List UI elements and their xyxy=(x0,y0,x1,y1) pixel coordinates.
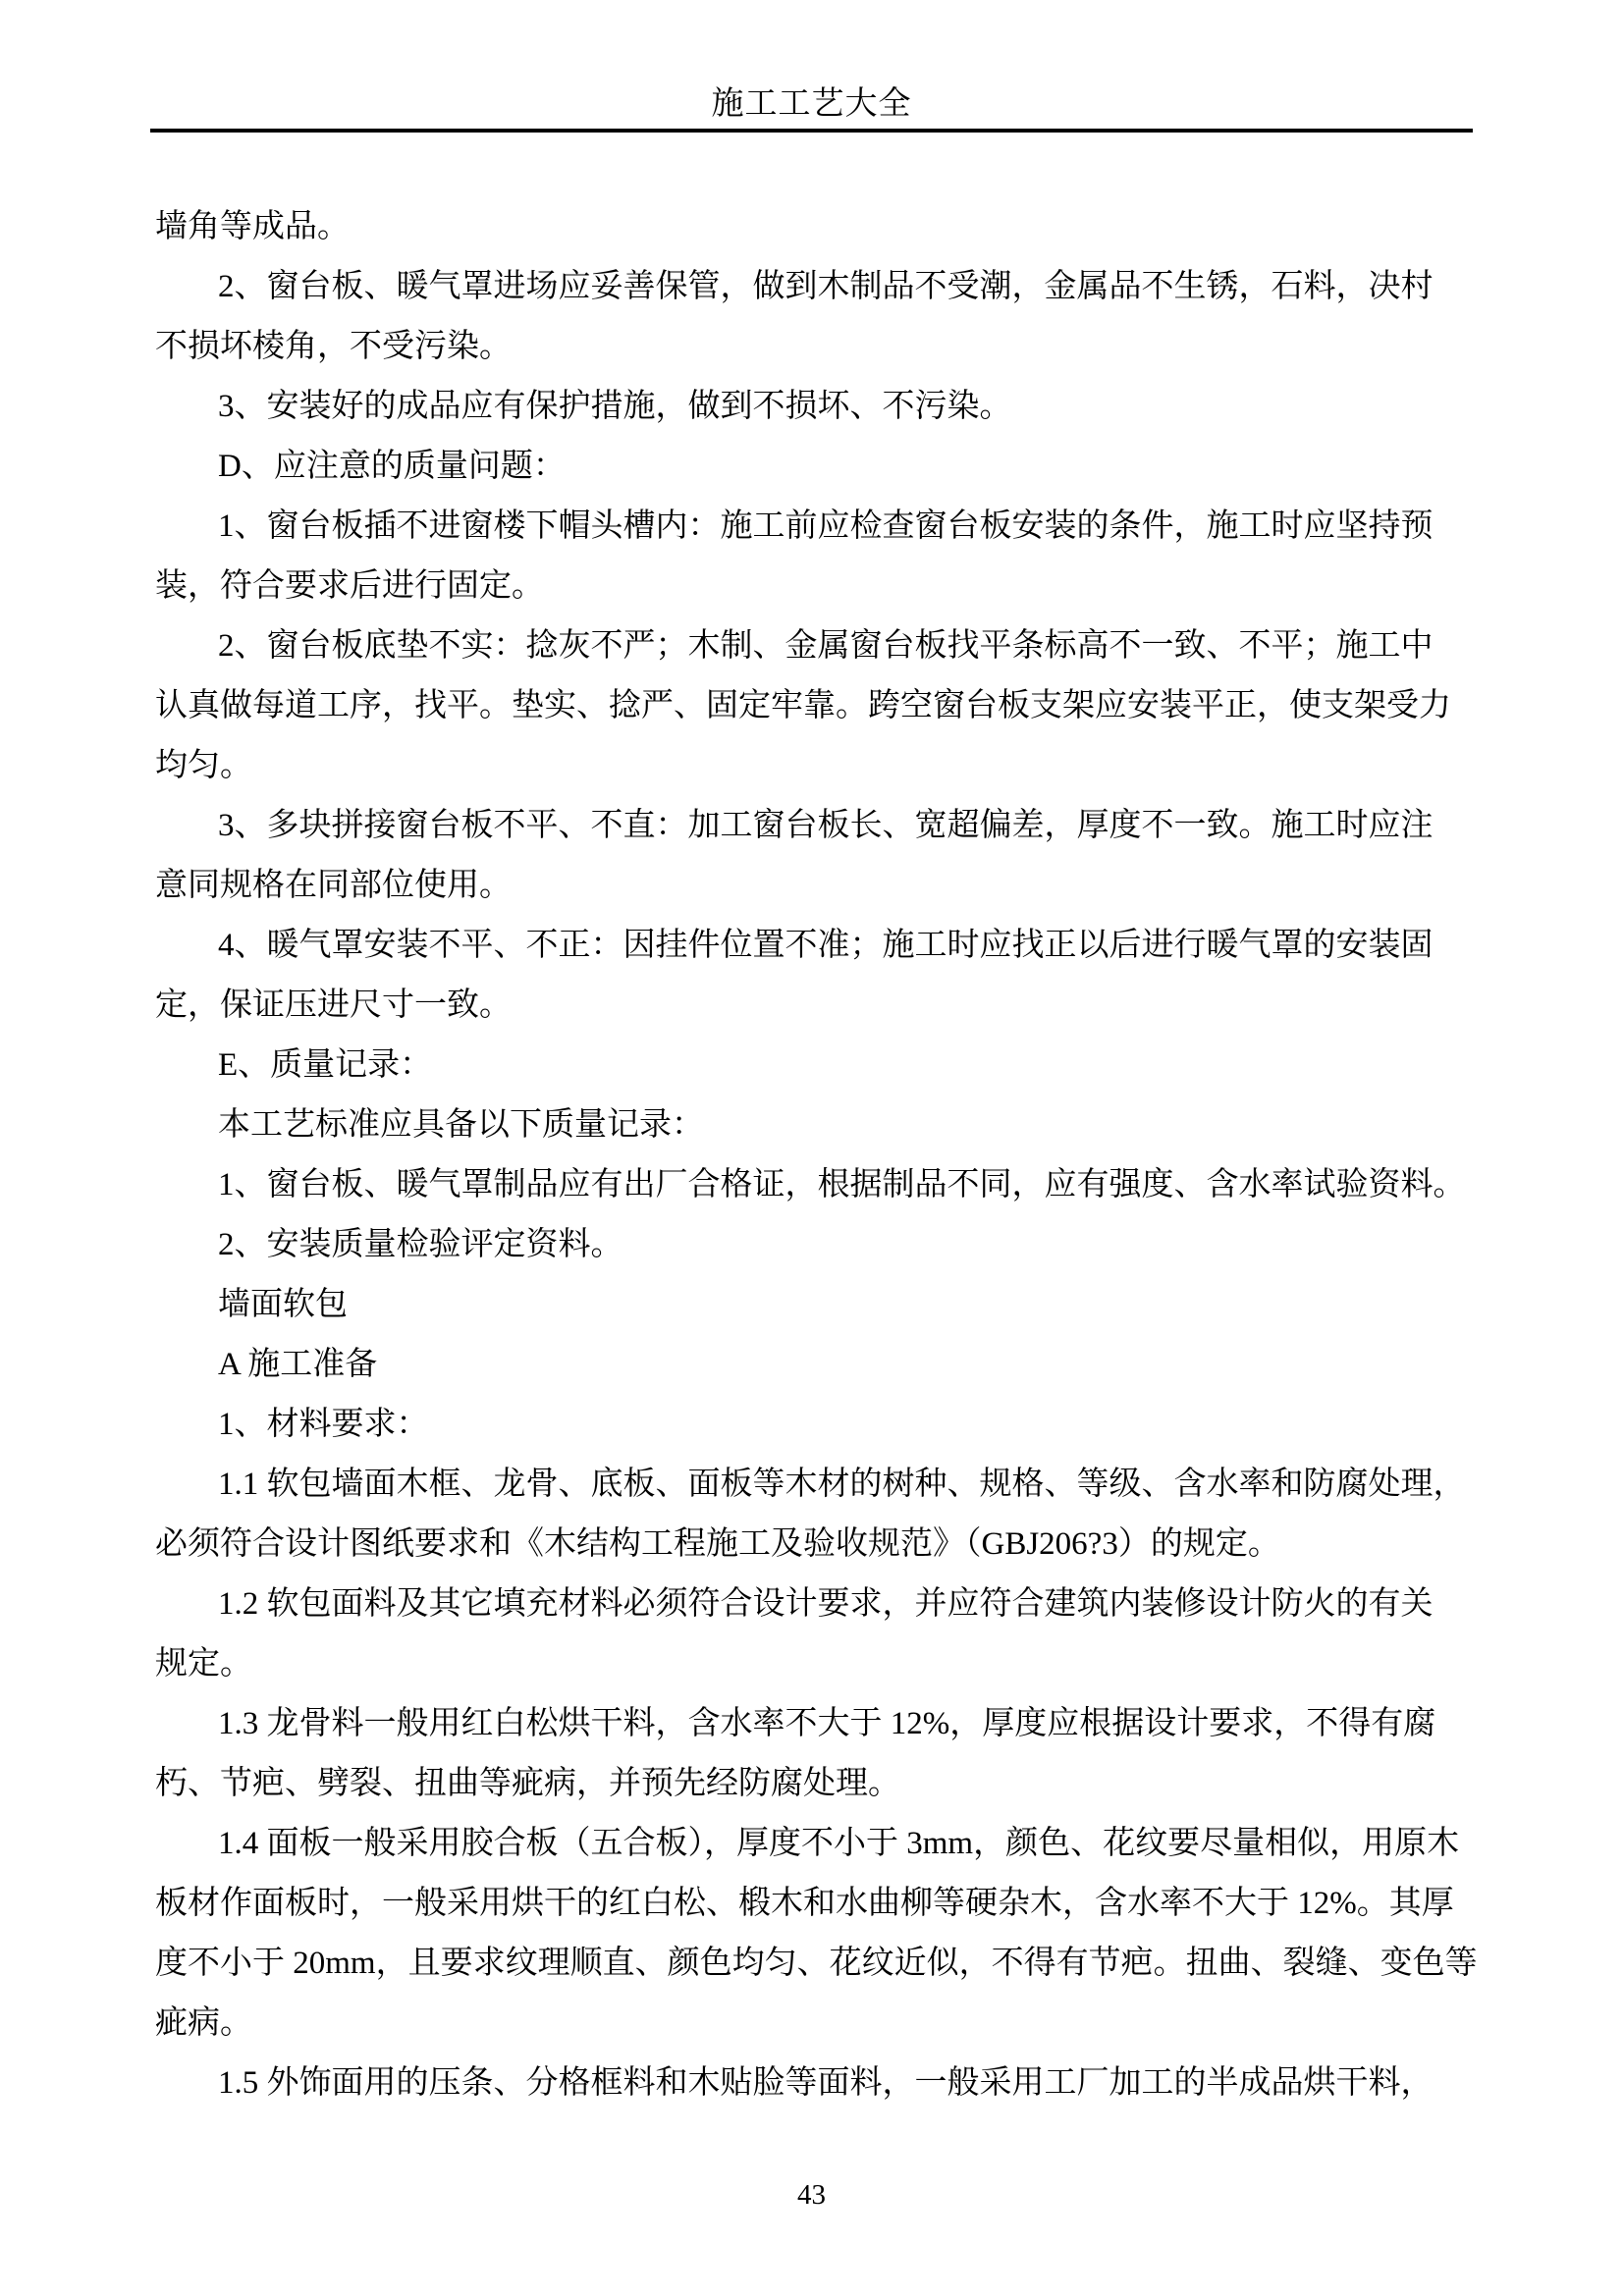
text-line: 1.4 面板一般采用胶合板（五合板），厚度不小于 3mm，颜色、花纹要尽量相似，用原木 xyxy=(218,1826,1460,1861)
text-line: 2、窗台板、暖气罩进场应妥善保管，做到木制品不受潮，金属品不生锈，石料，决村 xyxy=(218,269,1434,304)
text-line: 2、安装质量检验评定资料。 xyxy=(218,1227,623,1262)
text-line: 均匀。 xyxy=(155,748,252,783)
text-line: 不损坏棱角，不受污染。 xyxy=(155,329,512,364)
page-number: 43 xyxy=(797,2179,826,2211)
text-line: A 施工准备 xyxy=(218,1347,378,1382)
text-line: 墙面软包 xyxy=(218,1287,348,1322)
header-rule-divider xyxy=(150,129,1473,133)
page-header-title: 施工工艺大全 xyxy=(711,86,912,122)
text-line: 规定。 xyxy=(155,1646,252,1682)
text-line: 意同规格在同部位使用。 xyxy=(155,868,512,903)
text-line: D、应注意的质量问题： xyxy=(218,449,566,484)
text-line: 1.5 外饰面用的压条、分格框料和木贴脸等面料，一般采用工厂加工的半成品烘干料， xyxy=(218,2065,1434,2101)
text-line: 本工艺标准应具备以下质量记录： xyxy=(218,1107,704,1143)
text-line: 定，保证压进尺寸一致。 xyxy=(155,988,512,1023)
text-line: E、质量记录： xyxy=(218,1047,433,1083)
document-body xyxy=(155,197,1478,2113)
text-line: 墙角等成品。 xyxy=(155,209,350,244)
text-line: 朽、节疤、劈裂、扭曲等疵病，并预先经防腐处理。 xyxy=(155,1766,900,1801)
text-line: 装，符合要求后进行固定。 xyxy=(155,568,544,604)
text-line: 认真做每道工序，找平。垫实、捻严、固定牢靠。跨空窗台板支架应安装平正，使支架受力 xyxy=(155,688,1451,723)
text-line: 1.3 龙骨料一般用红白松烘干料，含水率不大于 12%，厚度应根据设计要求，不得有腐 xyxy=(218,1706,1436,1741)
text-line: 1.2 软包面料及其它填充材料必须符合设计要求，并应符合建筑内装修设计防火的有关 xyxy=(218,1586,1434,1622)
text-line: 3、多块拼接窗台板不平、不直：加工窗台板长、宽超偏差，厚度不一致。施工时应注 xyxy=(218,808,1434,843)
text-line: 1、窗台板插不进窗楼下帽头槽内：施工前应检查窗台板安装的条件，施工时应坚持预 xyxy=(218,508,1434,544)
text-line: 3、安装好的成品应有保护措施，做到不损坏、不污染。 xyxy=(218,389,1012,424)
text-line: 度不小于 20mm，且要求纹理顺直、颜色均匀、花纹近似，不得有节疤。扭曲、裂缝、变色等 xyxy=(155,1946,1478,1981)
text-line: 1、窗台板、暖气罩制品应有出厂合格证，根据制品不同，应有强度、含水率试验资料。 xyxy=(218,1167,1466,1202)
text-line: 板材作面板时，一般采用烘干的红白松、椴木和水曲柳等硬杂木，含水率不大于 12%。其厚 xyxy=(155,1886,1454,1921)
text-line: 疵病。 xyxy=(155,2005,252,2041)
text-line: 1.1 软包墙面木框、龙骨、底板、面板等木材的树种、规格、等级、含水率和防腐处理， xyxy=(218,1467,1466,1502)
text-line: 4、暖气罩安装不平、不正：因挂件位置不准；施工时应找正以后进行暖气罩的安装固 xyxy=(218,928,1434,963)
text-line: 2、窗台板底垫不实：捻灰不严；木制、金属窗台板找平条标高不一致、不平；施工中 xyxy=(218,628,1434,664)
text-line: 必须符合设计图纸要求和《木结构工程施工及验收规范》（GBJ206?3）的规定。 xyxy=(155,1526,1280,1562)
text-line: 1、材料要求： xyxy=(218,1407,429,1442)
